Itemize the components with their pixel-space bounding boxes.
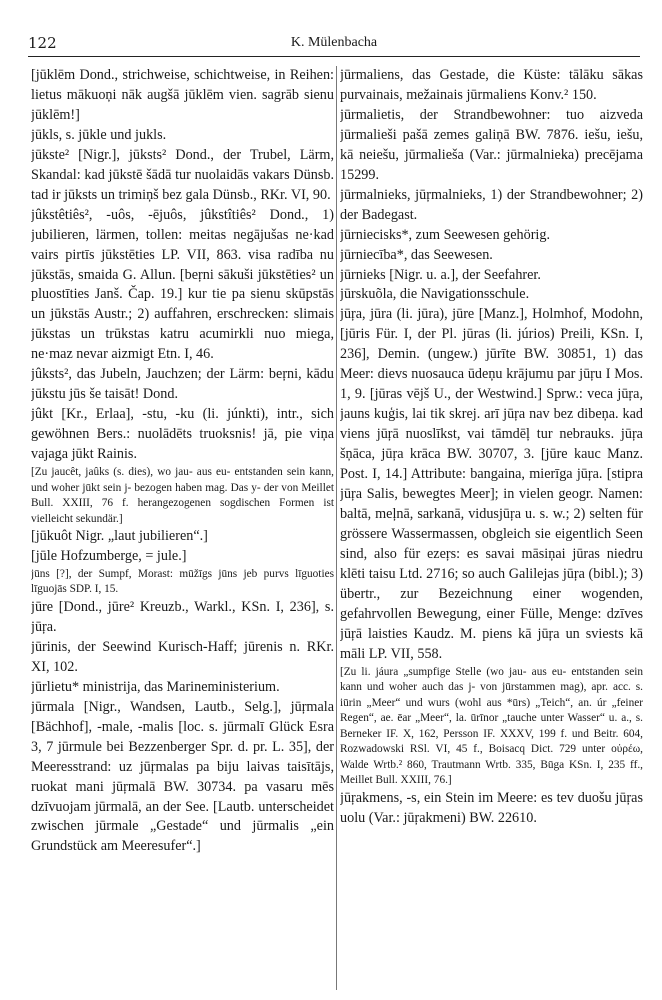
etymology-note: jūns [?], der Sumpf, Morast: mūžīgs jūns jeb purvs līguoties līguojās SDP. I, 15. [31, 567, 334, 596]
dictionary-entry: jūkste² [Nigr.], jūksts² Dond., der Trubel, Lärm, Skandal: kad jūkstē šādā tur nuolaidās vakars Dünsb. tad ir jūksts un trimiņš bez gala Dünsb., RKr. VI, 90. [31, 146, 334, 203]
etymology-note: [Zu jaucêt, jaûks (s. dies), wo jau- aus eu- entstanden sein kann, und woher jūkt sein j- bezogen haben mag. Das y- der von Meillet Bull. XXIII, 76 f. herangezogenen sogdischen Formen ist vielleicht sekundär.] [31, 466, 334, 525]
dictionary-entry: jūrskuõla, die Navigationsschule. [340, 286, 530, 303]
dictionary-entry: jūre [Dond., jūre² Kreuzb., Warkl., KSn. I, 236], s. jūŗa. [31, 598, 334, 635]
dictionary-entry: jūrniecisks*, zum Seewesen gehörig. [340, 226, 550, 243]
dictionary-entry: jūrmaliens, das Gestade, die Küste: tālāku sākas purvainais, mežainais jūrmaliens Konv.² 150. [340, 67, 643, 103]
dictionary-entry: jûkstêtiês², -uôs, -ējuôs, jûkstîtiês² Dond., 1) jubilieren, lärmen, tollen: meitas negājušas ne·kad vairs pirtīs jūkstēties LP. VII, 863. visa radība nu jūkstās, smaida G. Allun. [beŗni sākuši jūkstēties² un pluostīties Janš. Čap. 19.] kur tie pa sienu skūpstās un jūkstās Austr.; 2) auffahren, erschrecken: slimais jūkstas un trūkstas katru acumirkli nuo miega, ne·maz nevar aizmigt Etn. I, 46. [31, 206, 334, 363]
dictionary-entry: [jūle Hofzumberge, = jule.] [31, 548, 187, 565]
dictionary-entry: jûkt [Kr., Erlaa], -stu, -ku (li. júnkti), intr., sich gewöhnen Bers.: nuolādēts truoksnis! jā, pie viņa vajaga jūkt Rainis. [31, 406, 334, 463]
dictionary-entry: [jūklēm Dond., strichweise, schichtweise, in Reihen: lietus mākuoņi nāk augšā jūklēm vien. sagrāb sienu jūklēm!] [31, 67, 334, 123]
dictionary-entry: jūrmalnieks, jūŗmalnieks, 1) der Strandbewohner; 2) der Badegast. [340, 186, 643, 223]
dictionary-entry: jūrnieks [Nigr. u. a.], der Seefahrer. [340, 266, 541, 283]
dictionary-entry: jūrlietu* ministrija, das Marineministerium. [31, 678, 280, 695]
dictionary-entry: jūkls, s. jūkle und jukls. [31, 126, 167, 143]
page-header [28, 30, 640, 57]
dictionary-entry: jūrmalietis, der Strandbewohner: tuo aizveda jūrmalieši pašā zemes galiņā BW. 7876. iešu, iešu, kā neiešu, jūrmalieša (Var.: jūrmalnieka) precējama 15299. [340, 106, 643, 183]
dictionary-entry: jûksts², das Jubeln, Jauchzen; der Lärm: beŗni, kādu jūkstu jūs še taisāt! Dond. [31, 366, 334, 403]
page-number: 122 [28, 34, 57, 52]
dictionary-entry: [jūkuôt Nigr. „laut jubilieren“.] [31, 528, 208, 545]
left-column [31, 66, 334, 990]
dictionary-entry: jūŗa, jūra (li. jūra), jūre [Manz.], Holmhof, Modohn, [jūris Für. I, der Pl. jūras (li. júrios) Preili, KSn. I, 236], Demin. (ungew.) jūrīte BW. 30851, 1) das Meer: dievs nuosauca ūdeņu krājumu par jūŗu I Mos. 1, 9. [jūras vējš U., der Westwind.] Sprw.: veca jūŗa, jauns kuģis, lai tik skrej. arī jūŗa nav bez dibeņa. kad viens jūŗā nuoslīkst, vai tāmdēļ tur nebrauks. jūŗa šņāca, jūŗa krāca BW. 30707, 3. [jūre kauc Manz. Post. I, 14.] Attribute: bangaina, mierīga jūŗa. [stipra jūŗa Salis, bewegtes Meer]; in vielen geogr. Namen: baltā, meļnā, sarkanā, vidusjūŗa u. s. w.; 2) selten für grössere Wassermassen, obgleich sie eigentlich Seen sind, also für ezeŗs: es savai māsiņai jūras niedru klēti taisu Ltd. 2716; so auch Galilejas jūŗa (bibl.); 3) übertr., zur Bezeichnung einer wogenden, gefahrvollen Bewegung, einer Fülle, Menge: dzīves jūŗā laisties Kaudz. M. piens kā jūŗa un sviests kā māli LP. VII, 558. [340, 306, 643, 662]
etymology-note: [Zu li. jáura „sumpfige Stelle (wo jau- aus eu- entstanden sein kann und woher auch das j- von jūrstammen mag), apr. acc. s. iūrin „Meer“ und wurs (wohl aus *ūrs) „Teich“, an. úr „feiner Regen“, ae. ēar „Meer“, la. ūrīnor „tauche unter Wasser“ u. a., s. Berneker IF. X, 162, Persson IF. XXXV, 199 f. und Beitr. 604, Rozwadowski RSl. VI, 45 f., Boisacq Dict. 729 unter οὐρέω, Walde Wrtb.² 860, Trautmann Wrtb. 335, Būga KSn. I, 235 ff., Meillet Bull. XXIII, 76.] [340, 665, 643, 787]
dictionary-entry: jūrmala [Nigr., Wandsen, Lautb., Selg.], jūŗmala [Bächhof], -male, -malis [loc. s. jūrmalī Glück Esra 3, 7 jūrmule bei Bezzenberger Spr. d. pr. L. 35], der Meeresstrand: uz jūŗmalas pa biju laivas taisītājs, ruokat mani jūŗmalā BW. 30734. pa vasaru mēs dzīvuojam jūrmalā, an der See. [Lautb. unterscheidet zwischen jūrmale „Gestade“ und jūrmalis „ein Grundstück am Meeresufer“.] [31, 698, 334, 855]
running-head: K. Mülenbacha [290, 35, 378, 50]
dictionary-entry: jūrniecība*, das Seewesen. [340, 246, 493, 263]
column-divider [336, 66, 337, 990]
right-column [340, 66, 643, 990]
dictionary-entry: jūŗakmens, -s, ein Stein im Meere: es tev duošu jūŗas uolu (Var.: jūŗakmeni) BW. 22610. [340, 789, 643, 826]
dictionary-entry: jūrinis, der Seewind Kurisch-Haff; jūrenis n. RKr. XI, 102. [31, 638, 334, 675]
